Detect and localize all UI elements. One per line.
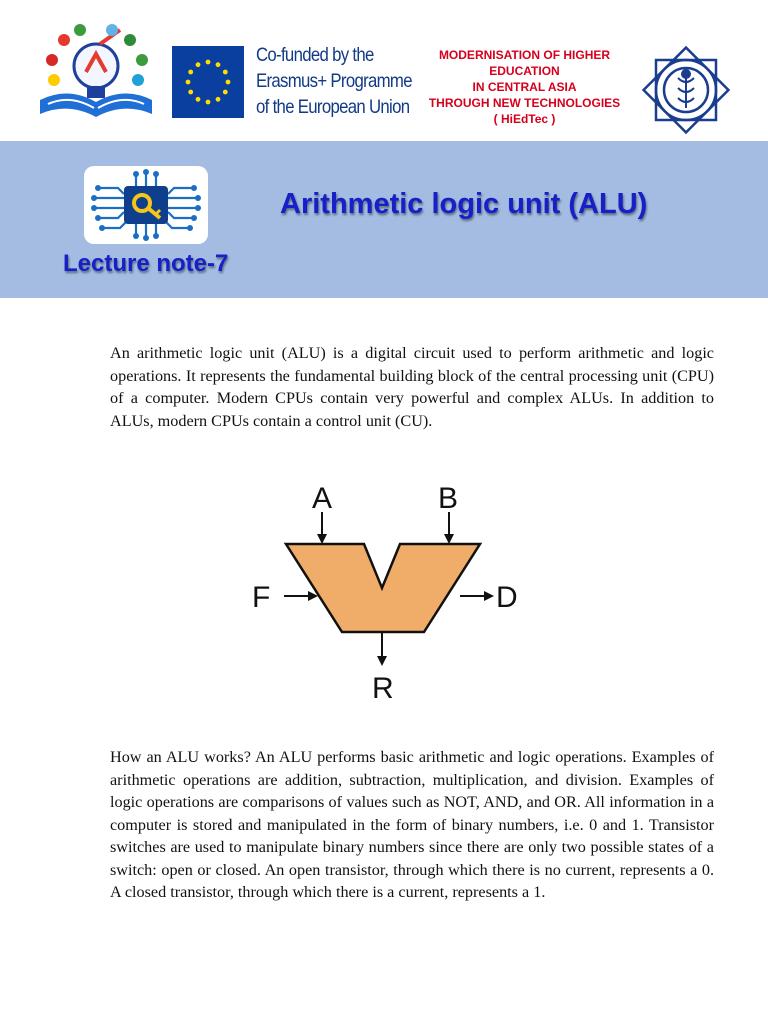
alu-diagram [230, 470, 550, 710]
project-name [412, 47, 637, 127]
cofunded-line-1: Co-funded by the [256, 44, 374, 66]
chip-icon [84, 166, 208, 244]
cofunded-text [256, 42, 412, 120]
project-line-4: THROUGH NEW TECHNOLOGIES [428, 96, 621, 110]
how-it-works-paragraph: How an ALU works? An ALU performs basic arithmetic and logic operations. Examples of arithmetic operations are addition, subtraction, multiplication, and division. Examples of logic operations are comparisons of values such as NOT, AND, and OR. All information in a computer is stored and manipulated in the form of binary numbers, i.e. 0 and 1. Transistor switches are used to manipulate binary numbers since there are only two possible states of a switch: open or closed. An open transistor, through which there is no current, represents a 0. A closed transistor, through which there is a current, represents a 1. [110, 748, 714, 901]
hiedtec-logo [34, 22, 158, 124]
university-seal-logo [638, 42, 734, 138]
project-line-2: EDUCATION [489, 64, 560, 78]
project-line-5: ( HiEdTec ) [493, 112, 556, 126]
cofunded-line-2: Erasmus+ Programme [256, 70, 412, 92]
page-title: Arithmetic logic unit (ALU) [280, 188, 648, 220]
lecture-label: Lecture note-7 [63, 250, 229, 277]
eu-flag-logo [172, 46, 244, 118]
label-f: F [252, 581, 271, 614]
intro-paragraph: An arithmetic logic unit (ALU) is a digital circuit used to perform arithmetic and logic operations. It represents the fundamental building block of the central processing unit (CPU) of a computer. Modern CPUs contain very powerful and complex ALUs. In addition to ALUs, modern CPUs contain a control unit (CU). [110, 344, 714, 430]
label-a: A [312, 482, 333, 515]
cofunded-line-3: of the European Union [256, 96, 410, 118]
project-line-3: IN CENTRAL ASIA [472, 80, 577, 94]
label-b: B [438, 482, 459, 515]
alu-shape [286, 544, 480, 632]
label-r: R [372, 672, 394, 705]
project-line-1: MODERNISATION OF HIGHER [438, 48, 611, 62]
label-d: D [496, 581, 518, 614]
